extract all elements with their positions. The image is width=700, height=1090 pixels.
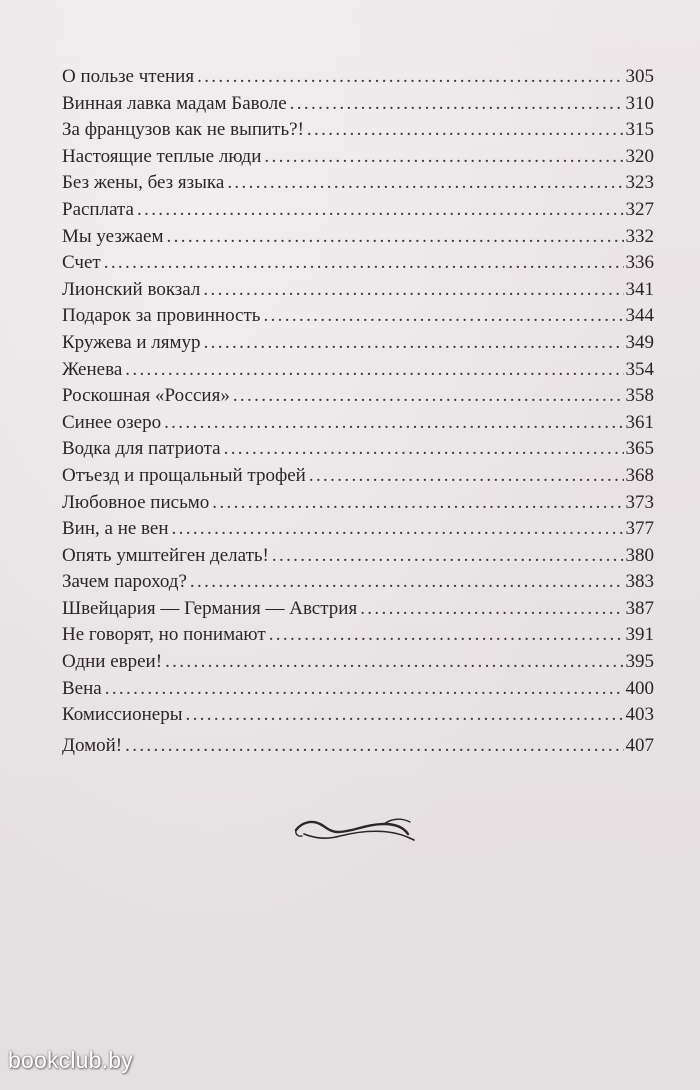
toc-entry-title: Водка для патриота [62,438,221,460]
toc-entry [62,144,654,171]
toc-dot-leader [165,649,623,676]
toc-dot-leader [125,357,623,384]
toc-entry-page-number: 354 [625,358,654,380]
toc-entry [62,64,654,91]
toc-entry-title: Женева [62,358,123,380]
toc-entry-title: Счет [62,252,101,274]
toc-entry-title: Расплата [62,198,134,220]
toc-dot-leader [212,490,623,517]
toc-entry-title: Вин, а не вен [62,518,169,540]
toc-dot-leader [164,410,623,437]
toc-entry-title: Мы уезжаем [62,225,164,247]
toc-dot-leader [272,543,624,570]
toc-entry-title: Подарок за провинность [62,305,261,327]
toc-entry-page-number: 365 [625,438,654,460]
toc-entry-title: Опять умштейген делать! [62,544,269,566]
toc-entry-page-number: 344 [625,305,654,327]
toc-entry-page-number: 395 [625,651,654,673]
toc-entry [62,463,654,490]
toc-entry-title: Настоящие теплые люди [62,145,262,167]
toc-dot-leader [264,144,623,171]
toc-entry [62,702,654,729]
toc-entry-page-number: 315 [625,119,654,141]
toc-entry [62,197,654,224]
toc-dot-leader [307,117,624,144]
toc-entry [62,649,654,676]
toc-entry-page-number: 407 [625,734,654,756]
toc-dot-leader [309,463,624,490]
toc-entry-title: Вена [62,677,102,699]
toc-dot-leader [360,596,623,623]
toc-entry-page-number: 358 [625,385,654,407]
flourish-ornament-icon [292,808,418,848]
toc-dot-leader [125,733,623,760]
toc-dot-leader [197,64,623,91]
toc-entry-page-number: 310 [625,92,654,114]
toc-dot-leader [185,702,623,729]
toc-entry-title: Домой! [62,734,123,756]
toc-dot-leader [290,91,624,118]
toc-entry-page-number: 320 [625,145,654,167]
toc-entry [62,330,654,357]
toc-dot-leader [227,170,623,197]
toc-dot-leader [172,516,624,543]
toc-entry-title: Зачем пароход? [62,571,187,593]
toc-entry [62,569,654,596]
toc-dot-leader [105,676,624,703]
toc-entry [62,733,654,760]
toc-entry-title: Синее озеро [62,411,162,433]
toc-entry-title: Роскошная «Россия» [62,385,230,407]
toc-dot-leader [190,569,624,596]
toc-entry-title: Комиссионеры [62,704,183,726]
toc-dot-leader [263,303,623,330]
toc-entry-page-number: 403 [625,704,654,726]
toc-dot-leader [167,224,624,251]
toc-dot-leader [137,197,624,224]
toc-dot-leader [204,330,624,357]
toc-entry-page-number: 349 [625,331,654,353]
toc-entry-page-number: 373 [625,491,654,513]
toc-entry-page-number: 361 [625,411,654,433]
toc-entry-page-number: 400 [625,677,654,699]
toc-entry-page-number: 305 [625,66,654,87]
toc-entry [62,170,654,197]
toc-entry-title: Кружева и лямур [62,331,201,353]
toc-entry [62,410,654,437]
toc-entry [62,596,654,623]
toc-entry [62,277,654,304]
toc-entry-page-number: 377 [625,518,654,540]
toc-entry-page-number: 380 [625,544,654,566]
toc-entry-page-number: 387 [625,597,654,619]
toc-dot-leader [269,622,624,649]
toc-entry-title: Одни евреи! [62,651,163,673]
toc-entry [62,543,654,570]
toc-entry-page-number: 327 [625,198,654,220]
toc-entry [62,303,654,330]
toc-entry-title: Лионский вокзал [62,278,201,300]
toc-entry-page-number: 383 [625,571,654,593]
toc-entry [62,224,654,251]
toc-entry [62,250,654,277]
toc-entry-page-number: 341 [625,278,654,300]
toc-entry-page-number: 391 [625,624,654,646]
toc-entry-title: Без жены, без языка [62,172,225,194]
toc-entry-page-number: 368 [625,464,654,486]
toc-dot-leader [224,436,624,463]
toc-entry [62,490,654,517]
toc-entry-page-number: 336 [625,252,654,274]
toc-entry-title: Винная лавка мадам Баволе [62,92,287,114]
toc-entry-title: Швейцария — Германия — Австрия [62,597,358,619]
toc-entry-title: Любовное письмо [62,491,210,513]
toc-entry-title: Не говорят, но понимают [62,624,266,646]
toc-entry [62,622,654,649]
toc-entry [62,117,654,144]
toc-entry-title: О пользе чтения [62,66,195,87]
toc-entry-page-number: 323 [625,172,654,194]
toc-dot-leader [104,250,624,277]
toc-entry [62,383,654,410]
toc-entry [62,676,654,703]
site-watermark: bookclub.by [8,1047,133,1073]
toc-entry-title: За французов как не выпить?! [62,119,304,141]
toc-entry [62,91,654,118]
toc-dot-leader [233,383,624,410]
table-of-contents [62,64,654,759]
toc-entry-page-number: 332 [625,225,654,247]
toc-entry [62,357,654,384]
toc-dot-leader [203,277,623,304]
toc-entry [62,436,654,463]
toc-entry-title: Отъезд и прощальный трофей [62,464,306,486]
toc-entry [62,516,654,543]
